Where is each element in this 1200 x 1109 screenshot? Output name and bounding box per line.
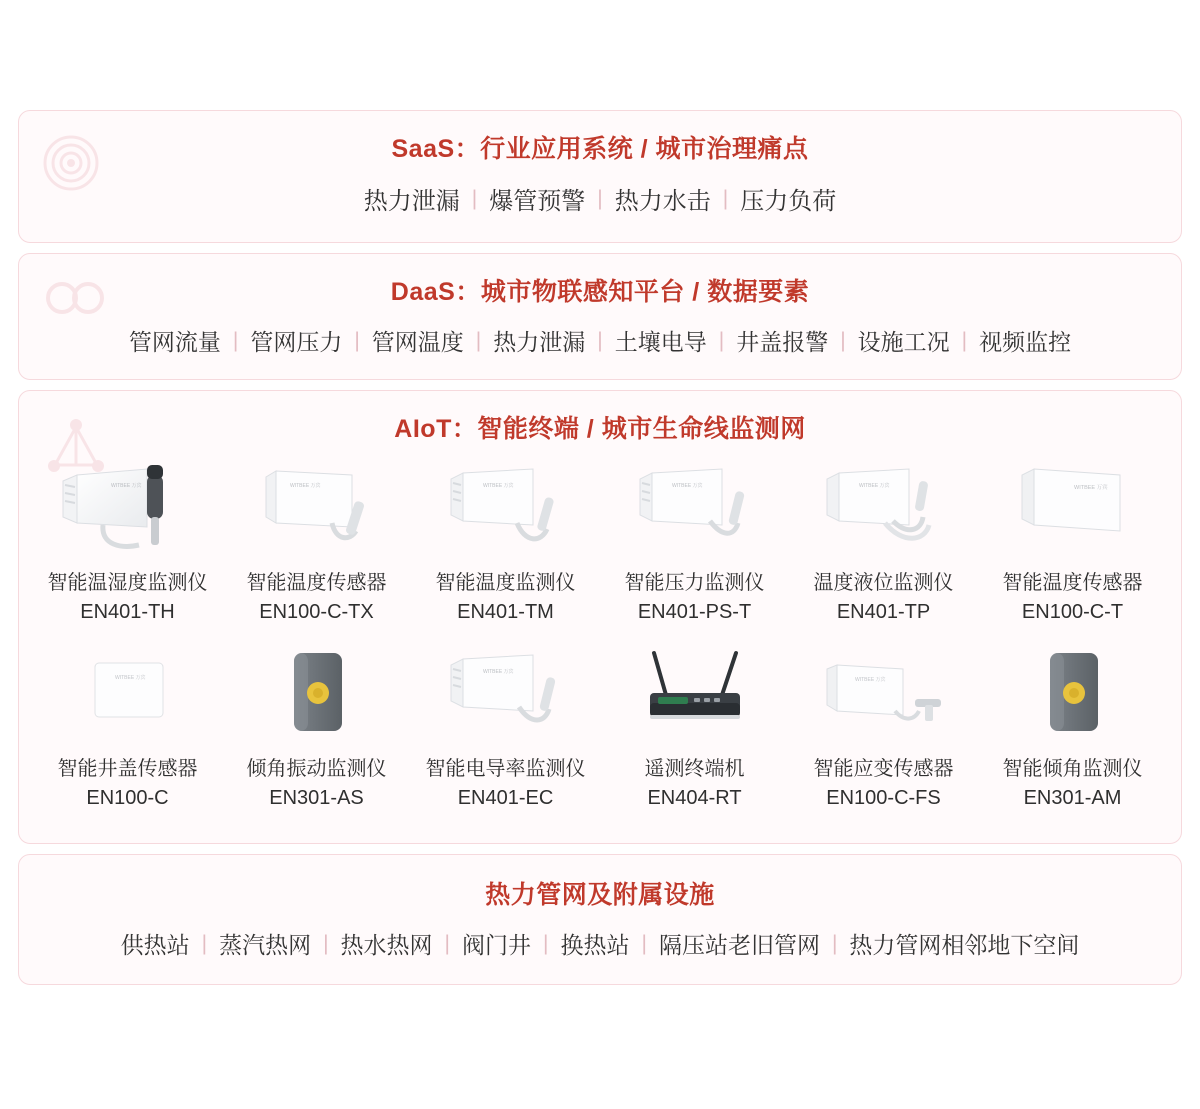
saas-title-cn: 行业应用系统 / 城市治理痛点 bbox=[480, 135, 809, 163]
device-caption bbox=[436, 569, 576, 627]
device-caption bbox=[814, 755, 954, 813]
device-caption bbox=[58, 755, 198, 813]
device-image-box-with-cable bbox=[605, 461, 785, 557]
saas-token: 爆管预警 bbox=[489, 188, 586, 215]
device-card[interactable] bbox=[33, 455, 222, 637]
token-divider: | bbox=[323, 931, 329, 955]
device-name: 智能温度传感器 bbox=[1002, 572, 1143, 594]
daas-token: 管网压力 bbox=[250, 329, 343, 355]
token-divider: | bbox=[831, 931, 838, 955]
token-divider: | bbox=[471, 186, 478, 210]
device-model: EN404-RT bbox=[647, 787, 742, 809]
device-image-box-with-cable bbox=[416, 647, 596, 743]
daas-token: 土壤电导 bbox=[614, 329, 707, 355]
device-card[interactable] bbox=[411, 641, 600, 823]
device-model: EN401-PS-T bbox=[637, 601, 752, 623]
device-model: EN301-AS bbox=[269, 787, 364, 809]
daas-token: 热力泄漏 bbox=[493, 329, 586, 355]
device-card[interactable] bbox=[978, 641, 1167, 823]
svg-text:WITBEE 万宾: WITBEE 万宾 bbox=[482, 483, 514, 489]
saas-token: 压力负荷 bbox=[740, 188, 837, 215]
layer-panel-infrastructure bbox=[18, 854, 1182, 985]
infrastructure-token: 热水热网 bbox=[340, 932, 433, 958]
token-divider: | bbox=[354, 328, 360, 352]
device-model: EN100-C-FS bbox=[826, 787, 941, 809]
infrastructure-token: 换热站 bbox=[560, 932, 630, 958]
device-name: 智能温度监测仪 bbox=[435, 572, 576, 594]
layer-panel-aiot bbox=[18, 390, 1182, 844]
token-divider: | bbox=[597, 186, 603, 210]
token-divider: | bbox=[722, 186, 729, 210]
panel-title-infrastructure bbox=[19, 855, 1181, 911]
aiot-title-latin: AIoT bbox=[394, 415, 452, 443]
svg-text:WITBEE 万宾: WITBEE 万宾 bbox=[1073, 485, 1108, 491]
daas-token-list bbox=[19, 308, 1181, 379]
device-card[interactable] bbox=[978, 455, 1167, 637]
device-caption bbox=[1003, 569, 1143, 627]
device-caption bbox=[247, 755, 387, 813]
saas-title-latin: SaaS bbox=[391, 135, 455, 163]
device-model: EN100-C-TX bbox=[259, 601, 374, 623]
token-divider: | bbox=[597, 328, 603, 352]
infrastructure-token: 隔压站老旧管网 bbox=[658, 932, 820, 958]
svg-text:WITBEE 万宾: WITBEE 万宾 bbox=[482, 669, 514, 675]
device-image-router-antennas bbox=[605, 647, 785, 743]
daas-token: 井盖报警 bbox=[736, 329, 829, 355]
svg-text:WITBEE 万宾: WITBEE 万宾 bbox=[858, 483, 890, 489]
daas-token: 视频监控 bbox=[979, 329, 1072, 355]
device-model: EN401-TM bbox=[457, 601, 554, 623]
device-name: 遥测终端机 bbox=[644, 758, 745, 780]
daas-token: 管网流量 bbox=[128, 329, 221, 355]
device-image-grey-module bbox=[983, 647, 1163, 743]
infrastructure-token: 阀门井 bbox=[462, 932, 531, 958]
device-card[interactable] bbox=[789, 455, 978, 637]
aiot-title-colon: ： bbox=[451, 415, 478, 443]
daas-title-colon: ： bbox=[455, 278, 481, 306]
token-divider: | bbox=[840, 328, 846, 352]
device-image-plain-panel bbox=[983, 461, 1163, 557]
device-model: EN301-AM bbox=[1023, 787, 1122, 809]
device-model: EN401-TH bbox=[80, 601, 175, 623]
device-card[interactable] bbox=[600, 455, 789, 637]
device-card[interactable] bbox=[600, 641, 789, 823]
device-caption bbox=[247, 569, 387, 627]
daas-title-latin: DaaS bbox=[390, 278, 456, 306]
infrastructure-title: 热力管网及附属设施 bbox=[485, 881, 715, 909]
saas-token: 热力水击 bbox=[614, 188, 711, 215]
token-divider: | bbox=[543, 931, 549, 955]
device-caption bbox=[1003, 755, 1143, 813]
token-divider: | bbox=[444, 931, 450, 955]
svg-text:WITBEE 万宾: WITBEE 万宾 bbox=[671, 483, 703, 489]
saas-title-colon: ： bbox=[454, 135, 481, 163]
device-image-grey-module bbox=[227, 647, 407, 743]
svg-text:WITBEE 万宾: WITBEE 万宾 bbox=[854, 677, 886, 683]
device-card[interactable] bbox=[411, 455, 600, 637]
device-model: EN100-C-T bbox=[1021, 601, 1124, 623]
infrastructure-token: 热力管网相邻地下空间 bbox=[849, 932, 1080, 958]
device-name: 智能温湿度监测仪 bbox=[47, 572, 208, 594]
saas-token: 热力泄漏 bbox=[363, 188, 460, 215]
token-divider: | bbox=[475, 328, 482, 352]
token-divider: | bbox=[718, 328, 725, 352]
panel-title-saas bbox=[19, 111, 1181, 165]
svg-text:WITBEE 万宾: WITBEE 万宾 bbox=[289, 483, 321, 489]
daas-token: 设施工况 bbox=[857, 329, 950, 355]
device-card[interactable] bbox=[789, 641, 978, 823]
device-image-box-with-probe bbox=[38, 461, 218, 557]
device-name: 智能井盖传感器 bbox=[57, 758, 198, 780]
device-name: 智能压力监测仪 bbox=[624, 572, 765, 594]
device-model: EN401-EC bbox=[457, 787, 554, 809]
panel-title-aiot bbox=[19, 391, 1181, 445]
device-card[interactable] bbox=[33, 641, 222, 823]
device-caption bbox=[48, 569, 208, 627]
device-image-box-with-double-cable bbox=[794, 461, 974, 557]
layer-stack bbox=[18, 110, 1182, 985]
layer-panel-daas bbox=[18, 253, 1182, 380]
device-caption bbox=[426, 755, 586, 813]
infrastructure-token: 蒸汽热网 bbox=[219, 932, 312, 958]
infrastructure-token-list bbox=[19, 911, 1181, 984]
device-name: 智能温度传感器 bbox=[246, 572, 387, 594]
daas-title-cn: 城市物联感知平台 / 数据要素 bbox=[480, 278, 810, 306]
device-model: EN401-TP bbox=[836, 601, 931, 623]
device-name: 智能应变传感器 bbox=[813, 758, 954, 780]
token-divider: | bbox=[961, 328, 968, 352]
aiot-title-cn: 智能终端 / 城市生命线监测网 bbox=[477, 415, 806, 443]
device-caption bbox=[814, 569, 954, 627]
device-caption bbox=[625, 569, 765, 627]
device-name: 智能电导率监测仪 bbox=[425, 758, 586, 780]
device-card[interactable] bbox=[222, 455, 411, 637]
saas-token-list bbox=[19, 165, 1181, 242]
svg-text:WITBEE 万宾: WITBEE 万宾 bbox=[114, 675, 146, 681]
device-grid bbox=[19, 445, 1181, 829]
device-name: 倾角振动监测仪 bbox=[246, 758, 387, 780]
panel-title-daas bbox=[19, 254, 1181, 308]
infrastructure-token: 供热站 bbox=[120, 932, 190, 958]
token-divider: | bbox=[201, 931, 208, 955]
device-model: EN100-C bbox=[86, 787, 169, 809]
token-divider: | bbox=[641, 931, 647, 955]
device-image-box-with-cable bbox=[416, 461, 596, 557]
device-name: 智能倾角监测仪 bbox=[1002, 758, 1143, 780]
device-caption bbox=[645, 755, 745, 813]
token-divider: | bbox=[232, 328, 239, 352]
device-name: 温度液位监测仪 bbox=[813, 572, 954, 594]
daas-token: 管网温度 bbox=[371, 329, 464, 355]
device-card[interactable] bbox=[222, 641, 411, 823]
device-image-flat-square bbox=[38, 647, 218, 743]
device-image-panel-with-bracket bbox=[794, 647, 974, 743]
layer-panel-saas bbox=[18, 110, 1182, 243]
device-brand-text: WITBEE 万宾 bbox=[110, 483, 142, 489]
device-image-panel-with-cable bbox=[227, 461, 407, 557]
